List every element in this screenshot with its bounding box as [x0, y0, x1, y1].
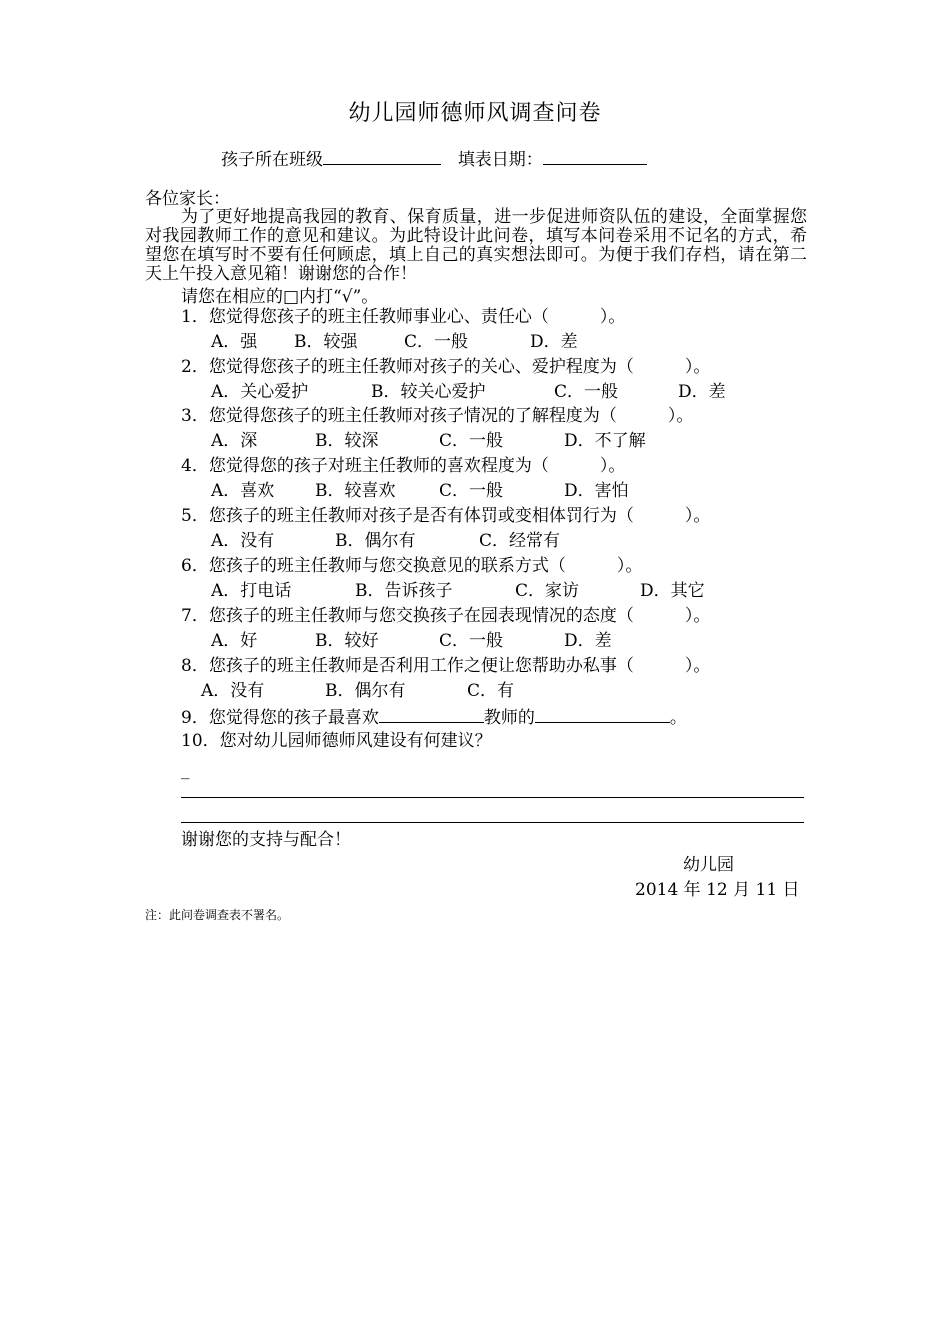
- option[interactable]: A．强: [211, 332, 258, 352]
- answer-line-1[interactable]: [181, 797, 804, 798]
- question-3: 3．您觉得您孩子的班主任教师对孩子情况的了解程度为（ ）。: [181, 406, 694, 426]
- instruction: 请您在相应的□内打“√”。: [181, 287, 379, 307]
- thanks-text: 谢谢您的支持与配合！: [181, 830, 351, 850]
- footnote: 注：此问卷调查表不署名。: [145, 908, 290, 922]
- question-9-part2: 教师的: [483, 708, 535, 728]
- form-header: [221, 148, 647, 170]
- question-3-options: [211, 431, 646, 451]
- option[interactable]: D．不了解: [564, 431, 646, 451]
- option[interactable]: D．差: [564, 631, 612, 651]
- question-9-part3: 。: [669, 708, 687, 728]
- option[interactable]: A．深: [211, 431, 258, 451]
- question-7: 7．您孩子的班主任教师与您交换孩子在园表现情况的态度（ ）。: [181, 606, 711, 626]
- option[interactable]: C．一般: [439, 481, 504, 501]
- option[interactable]: C．一般: [554, 382, 619, 402]
- question-2: 2．您觉得您孩子的班主任教师对孩子的关心、爱护程度为（ ）。: [181, 357, 711, 377]
- option[interactable]: B．偶尔有: [325, 681, 406, 701]
- option[interactable]: D．差: [530, 332, 578, 352]
- option[interactable]: B．较深: [315, 431, 379, 451]
- question-7-options: [211, 631, 612, 651]
- question-6: 6．您孩子的班主任教师与您交换意见的联系方式（ ）。: [181, 556, 643, 576]
- question-4: 4．您觉得您的孩子对班主任教师的喜欢程度为（ ）。: [181, 456, 626, 476]
- answer-cursor: _: [181, 760, 190, 780]
- option[interactable]: C．家访: [515, 581, 580, 601]
- class-label: 孩子所在班级: [221, 150, 323, 170]
- greeting: 各位家长：: [145, 189, 230, 209]
- option[interactable]: C．有: [467, 681, 515, 701]
- question-1-options: [211, 332, 578, 352]
- question-8-options: [201, 681, 514, 701]
- date-blank[interactable]: [543, 148, 647, 165]
- question-8: 8．您孩子的班主任教师是否利用工作之便让您帮助办私事（ ）。: [181, 656, 711, 676]
- option[interactable]: C．一般: [404, 332, 469, 352]
- option[interactable]: A．没有: [211, 531, 275, 551]
- question-5-options: [211, 531, 560, 551]
- question-10: 10．您对幼儿园师德师风建设有何建议？: [181, 731, 492, 751]
- page-title: 幼儿园师德师风调查问卷: [348, 101, 602, 126]
- question-9-part1: 9．您觉得您的孩子最喜欢: [181, 708, 379, 728]
- favorite-quality-blank[interactable]: [535, 706, 670, 723]
- option[interactable]: B．较喜欢: [315, 481, 396, 501]
- favorite-teacher-blank[interactable]: [379, 706, 484, 723]
- option[interactable]: B．偶尔有: [335, 531, 416, 551]
- signature-date: 2014 年 12 月 11 日: [635, 880, 800, 900]
- option[interactable]: D．害怕: [564, 481, 629, 501]
- option[interactable]: A．打电话: [211, 581, 292, 601]
- option[interactable]: A．关心爱护: [211, 382, 309, 402]
- option[interactable]: B．告诉孩子: [355, 581, 453, 601]
- question-4-options: [211, 481, 629, 501]
- question-1: 1．您觉得您孩子的班主任教师事业心、责任心（ ）。: [181, 307, 626, 327]
- option[interactable]: A．好: [211, 631, 258, 651]
- question-5: 5．您孩子的班主任教师对孩子是否有体罚或变相体罚行为（ ）。: [181, 506, 711, 526]
- question-6-options: [211, 581, 705, 601]
- option[interactable]: C．一般: [439, 631, 504, 651]
- option[interactable]: A．没有: [201, 681, 265, 701]
- option[interactable]: D．差: [678, 382, 726, 402]
- option[interactable]: C．一般: [439, 431, 504, 451]
- class-blank[interactable]: [323, 148, 441, 165]
- answer-line-2[interactable]: [181, 822, 804, 823]
- option[interactable]: D．其它: [640, 581, 705, 601]
- date-label: 填表日期：: [457, 150, 543, 170]
- option[interactable]: A．喜欢: [211, 481, 275, 501]
- option[interactable]: C．经常有: [479, 531, 561, 551]
- question-9: [181, 706, 687, 728]
- option[interactable]: B．较关心爱护: [371, 382, 486, 402]
- signature-org: 幼儿园: [683, 855, 734, 875]
- question-2-options: [211, 382, 726, 402]
- option[interactable]: B．较好: [315, 631, 379, 651]
- option[interactable]: B．较强: [294, 332, 358, 352]
- intro-paragraph: 为了更好地提高我园的教育、保育质量，进一步促进师资队伍的建设，全面掌握您对我园教师工作的意见和建议。为此特设计此问卷，填写本问卷采用不记名的方式，希望您在填写时不要有任何顾虑，填上自己的真实想法即可。为便于我们存档，请在第二天上午投入意见箱！谢谢您的合作！: [145, 207, 807, 284]
